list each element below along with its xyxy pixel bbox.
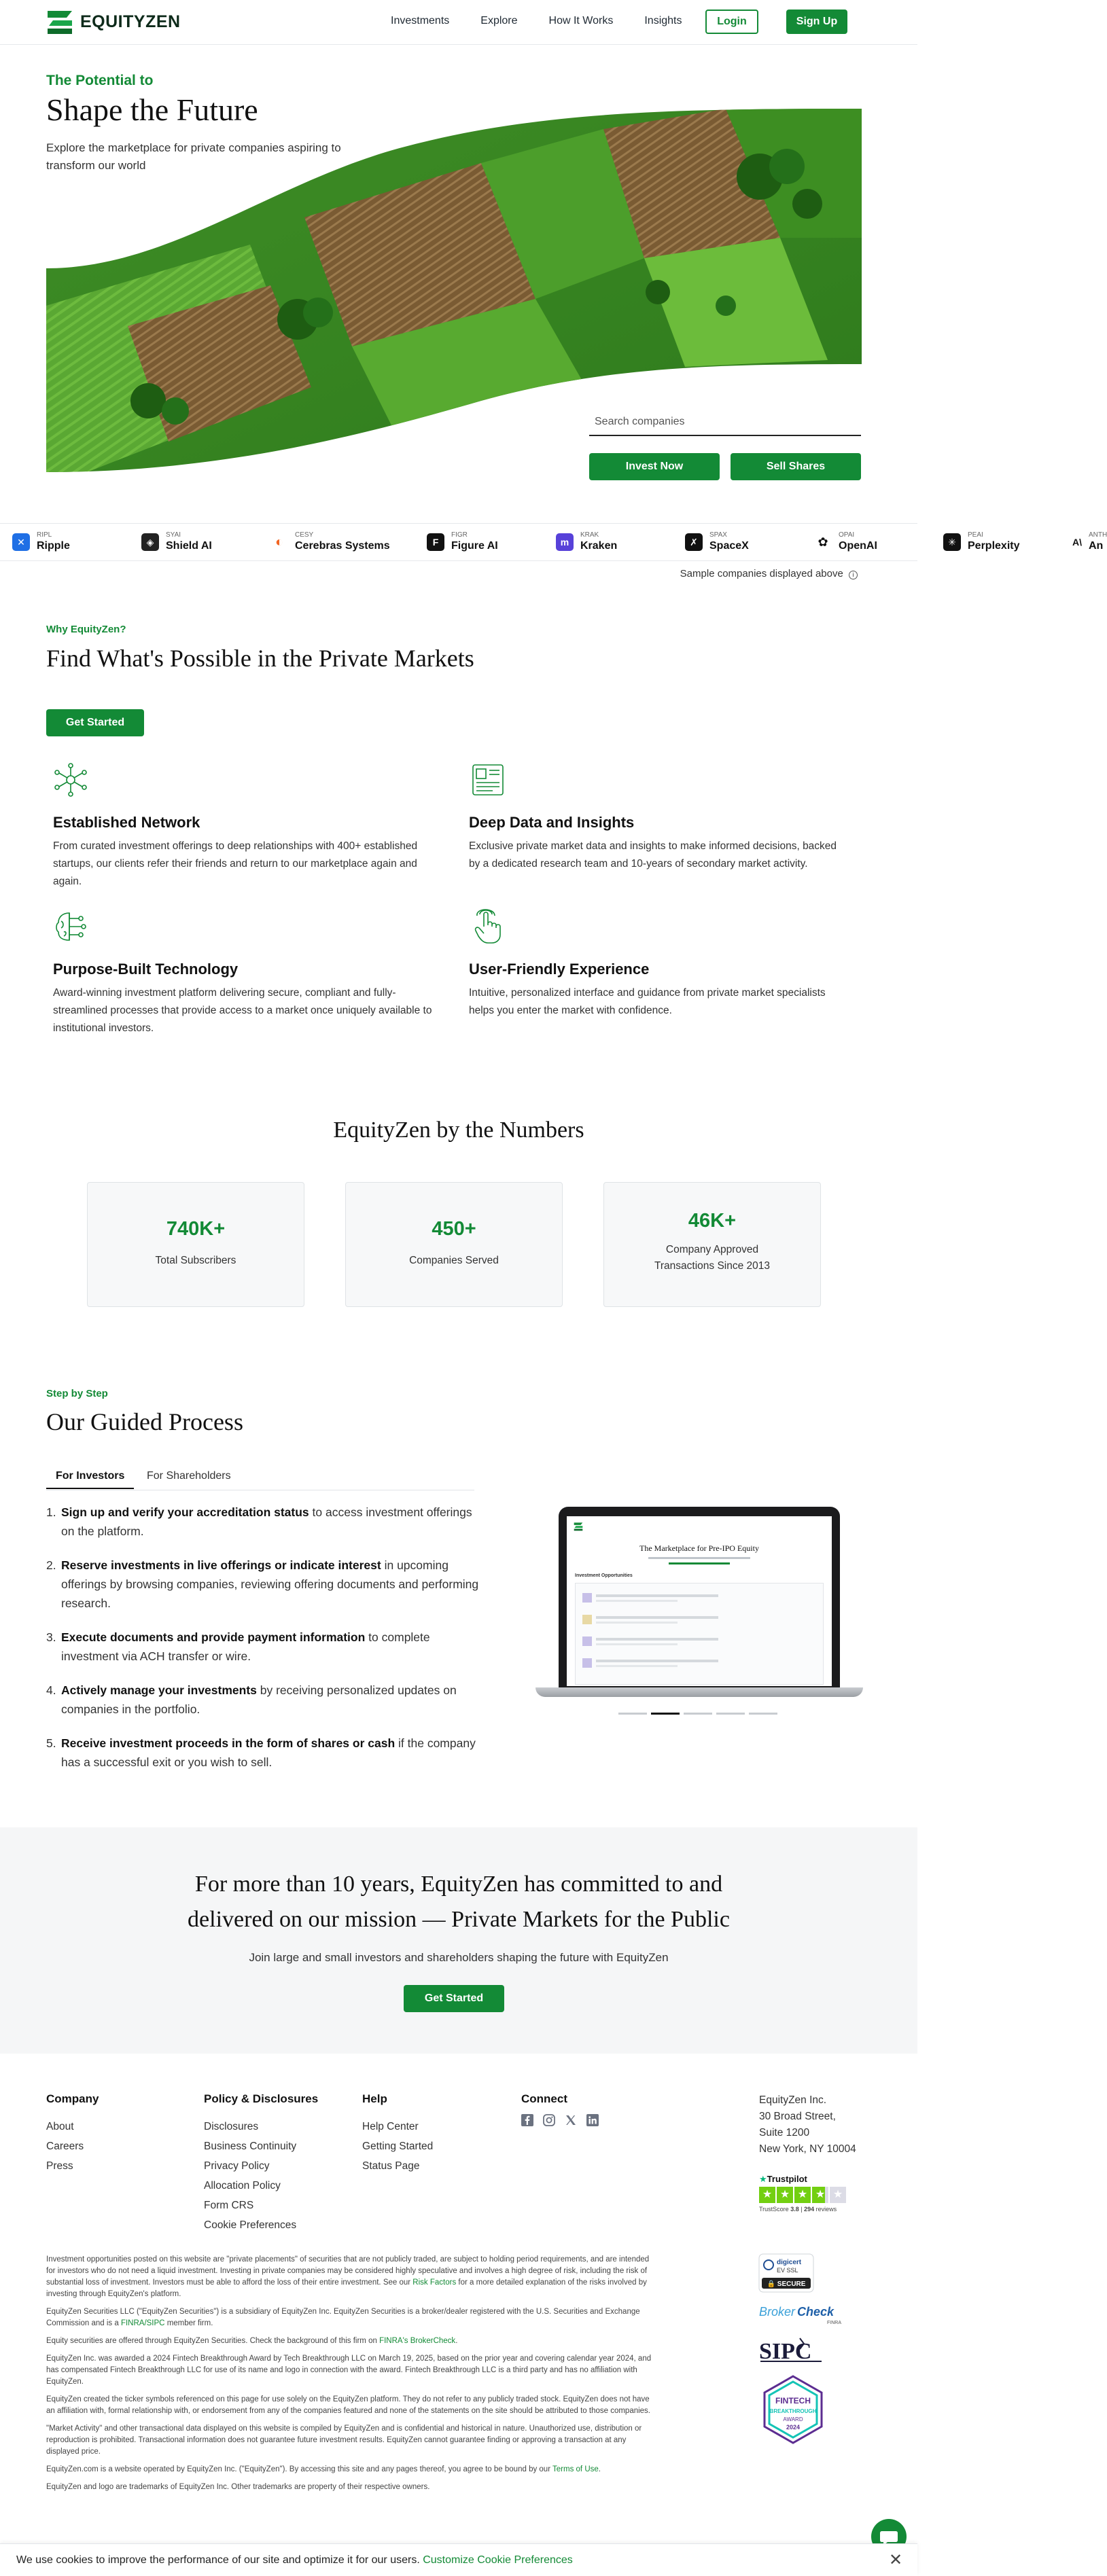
- equityzen-logo[interactable]: [46, 8, 181, 35]
- ticker-symbol: KRAK: [580, 531, 599, 539]
- hero-title: Shape the Future: [46, 92, 258, 127]
- cerebras-icon: ◐: [270, 533, 288, 551]
- ripple-icon: ✕: [12, 533, 30, 551]
- anthropic-icon: A\: [1072, 533, 1082, 551]
- stat-card: [603, 1182, 821, 1307]
- ticker-item[interactable]: [129, 531, 258, 553]
- screen-text-line: [648, 1557, 750, 1559]
- trustpilot-logo: ★Trustpilot: [759, 2174, 807, 2184]
- kraken-icon: m: [556, 533, 574, 551]
- main-nav: [391, 15, 682, 27]
- process-kicker: Step by Step: [46, 1388, 108, 1399]
- step-bold: Actively manage your investments: [61, 1683, 257, 1697]
- legal-paragraph: EquityZen Inc. was awarded a 2024 Fintech Breakthrough Award by Tech Breakthrough LLC on March 19, 2025, based on the prior year and covering calendar year 2024, and has compensated Fintech Breakthrough LLC for use of its name and logo in connection with the award. Fintech Breakthrough LLC is a third party and has no affiliation with EquityZen.: [46, 2355, 652, 2386]
- social-icons: [521, 2114, 599, 2126]
- trustpilot-stars: [759, 2187, 854, 2203]
- footer-link-business-continuity[interactable]: Business Continuity: [204, 2141, 297, 2152]
- ticker-name: SpaceX: [709, 540, 749, 552]
- svg-text:FINTECH: FINTECH: [775, 2396, 811, 2405]
- sell-shares-button[interactable]: Sell Shares: [731, 453, 861, 480]
- stat-card: [87, 1182, 304, 1307]
- address-line: 30 Broad Street,: [759, 2111, 836, 2122]
- why-kicker: Why EquityZen?: [46, 624, 126, 635]
- fintech-award-badge[interactable]: [759, 2375, 827, 2446]
- shield-ai-icon: ◈: [141, 533, 159, 551]
- laptop-base: [535, 1687, 863, 1697]
- star-icon: ★: [777, 2187, 793, 2203]
- nav-how-it-works[interactable]: How It Works: [548, 15, 614, 26]
- footer-help-title: Help: [362, 2092, 387, 2105]
- stat-card: [345, 1182, 563, 1307]
- hero-kicker: The Potential to: [46, 73, 154, 88]
- step-bold: Reserve investments in live offerings or indicate interest: [61, 1558, 381, 1572]
- laptop-screen-content: [567, 1516, 832, 1686]
- svg-text:Broker: Broker: [759, 2305, 796, 2319]
- footer-connect-title: Connect: [521, 2092, 567, 2105]
- network-icon: [52, 761, 90, 799]
- get-started-button[interactable]: Get Started: [46, 709, 144, 736]
- footer-company-links: [46, 2117, 84, 2176]
- footer-help-links: [362, 2117, 433, 2176]
- ticker-name: Figure AI: [451, 540, 498, 552]
- svg-text:AWARD: AWARD: [783, 2416, 803, 2422]
- stat-value: 450+: [432, 1218, 476, 1240]
- stat-label: Company Approved Transactions Since 2013: [654, 1244, 771, 1272]
- list-item: 1. Sign up and verify your accreditation status to access investment offerings on the platform.: [46, 1505, 472, 1538]
- score-value: 3.8: [790, 2206, 799, 2213]
- feature-title: Purpose-Built Technology: [53, 961, 239, 978]
- ticker-name: OpenAI: [839, 540, 877, 552]
- hand-pointer-icon: [469, 908, 507, 946]
- ticker-name: An: [1089, 540, 1104, 552]
- search-companies-input[interactable]: Search companies: [589, 408, 861, 436]
- ticker-name: Shield AI: [166, 540, 212, 552]
- brokercheck-badge[interactable]: [759, 2301, 841, 2328]
- ticker-item[interactable]: [931, 531, 1060, 553]
- stat-value: 740K+: [166, 1218, 226, 1240]
- step-text: in upcoming offerings by browsing companies, reviewing offering documents and performing research.: [61, 1558, 479, 1610]
- ticker-item[interactable]: [415, 531, 544, 553]
- footer-policy-title: Policy & Disclosures: [204, 2092, 319, 2105]
- list-item: 2. Reserve investments in live offerings or indicate interest in upcoming offerings by browsing companies, reviewing offering documents and performing research.: [46, 1558, 479, 1610]
- legal-paragraph: EquityZen.com is a website operated by EquityZen Inc. ("EquityZen"). By accessing this site and any pages thereof, you agree to be bound by our Terms of Use.: [46, 2465, 601, 2473]
- ticker-symbol: RIPL: [37, 531, 52, 539]
- svg-text:SIPC: SIPC: [759, 2339, 812, 2364]
- address-line: New York, NY 10004: [759, 2143, 856, 2155]
- step-bold: Sign up and verify your accreditation status: [61, 1505, 309, 1519]
- figure-ai-icon: F: [427, 533, 444, 551]
- spacex-icon: ✗: [685, 533, 703, 551]
- carousel-dot-active[interactable]: [651, 1713, 680, 1715]
- list-item: 3. Execute documents and provide payment information to complete investment via ACH transfer or wire.: [46, 1630, 430, 1663]
- carousel-dot[interactable]: [749, 1713, 777, 1715]
- cookie-banner: [0, 2543, 917, 2576]
- legal-text: EquityZen.com is a website operated by EquityZen Inc. ("EquityZen"). By accessing this site and any pages thereof, you agree to be bound by our: [46, 2465, 551, 2473]
- ticker-item[interactable]: [544, 531, 673, 553]
- legal-text: EquityZen Securities LLC ("EquityZen Securities") is a subsidiary of EquityZen Inc. EquityZen Securities is a broker/dealer registered with the U.S. Securities and Exchange Commission and is a: [46, 2308, 640, 2327]
- step-text: if the company has a successful exit or you wish to sell.: [61, 1736, 476, 1769]
- tab-for-shareholders[interactable]: For Shareholders: [147, 1470, 231, 1482]
- screen-link-line: [669, 1562, 730, 1564]
- svg-text:digicert: digicert: [777, 2259, 802, 2266]
- screen-table: [575, 1583, 824, 1685]
- step-bold: Receive investment proceeds in the form of shares or cash: [61, 1736, 396, 1750]
- address-line: Suite 1200: [759, 2127, 810, 2139]
- carousel-dot[interactable]: [716, 1713, 745, 1715]
- nav-insights[interactable]: Insights: [644, 15, 682, 26]
- technology-brain-icon: [52, 908, 90, 946]
- finra-sipc-link[interactable]: FINRA/SIPC: [120, 2319, 165, 2327]
- legal-text: for a more detailed explanation of the risks involved by investing through EquityZen's platform.: [46, 2278, 647, 2298]
- info-icon[interactable]: i: [849, 571, 858, 579]
- nav-investments[interactable]: Investments: [391, 15, 450, 26]
- get-started-button[interactable]: Get Started: [404, 1985, 504, 2012]
- ticker-item[interactable]: [0, 531, 129, 553]
- ticker-note-text: Sample companies displayed above: [680, 568, 843, 579]
- feature-title: Established Network: [53, 814, 200, 831]
- svg-text:Check: Check: [797, 2305, 834, 2319]
- ticker-symbol: OPAI: [839, 531, 855, 539]
- footer-link-disclosures[interactable]: Disclosures: [204, 2121, 259, 2132]
- process-steps: [46, 1503, 481, 1787]
- trustpilot-brand: Trustpilot: [767, 2174, 807, 2184]
- invest-now-button[interactable]: Invest Now: [589, 453, 720, 480]
- equityzen-logo-icon: [46, 8, 73, 35]
- process-title: Our Guided Process: [46, 1408, 243, 1435]
- screen-title: The Marketplace for Pre-IPO Equity: [639, 1543, 759, 1553]
- step-text: by receiving personalized updates on companies in the portfolio.: [61, 1683, 457, 1716]
- ticker-name: Kraken: [580, 540, 618, 552]
- login-button[interactable]: Login: [705, 10, 758, 34]
- brand-name: EQUITYZEN: [80, 12, 181, 31]
- laptop-mockup: [559, 1507, 840, 1687]
- ticker-item[interactable]: [802, 531, 931, 553]
- legal-disclosures: [46, 2254, 658, 2499]
- close-icon[interactable]: ✕: [888, 2551, 903, 2569]
- feature-body: Award-winning investment platform delivering secure, compliant and fully-streamlined processes that provide access to a market once uniquely available to institutional investors.: [53, 987, 432, 1034]
- carousel-dots: [618, 1713, 777, 1715]
- why-title: Find What's Possible in the Private Markets: [46, 645, 474, 672]
- mission-title-line: delivered on our mission — Private Markets for the Public: [188, 1907, 730, 1932]
- legal-paragraph: "Market Activity" and other transactional data displayed on this website is compiled by EquityZen and is confidential and historical in nature. Unauthorized use, distribution or reproduction is prohibited. Transactional information does not guarantee future investment results. EquityZen cannot guarantee finding or approving a transaction at any displayed price.: [46, 2425, 642, 2456]
- step-text: to complete investment via ACH transfer or wire.: [61, 1630, 430, 1663]
- footer-company-title: Company: [46, 2092, 99, 2105]
- list-item: 4. Actively manage your investments by receiving personalized updates on companies in the portfolio.: [46, 1683, 457, 1716]
- stat-label: Companies Served: [409, 1255, 499, 1266]
- legal-text: member firm.: [166, 2319, 213, 2327]
- feature-body: Exclusive private market data and insights to make informed decisions, backed by a dedicated research team and 10-years of secondary market activity.: [469, 840, 837, 870]
- brokercheck-link[interactable]: FINRA's BrokerCheck: [379, 2337, 456, 2345]
- feature-title: Deep Data and Insights: [469, 814, 635, 831]
- ticker-symbol: PEAI: [968, 531, 983, 539]
- tab-for-investors[interactable]: For Investors: [46, 1470, 134, 1489]
- cookie-text: [16, 2554, 573, 2566]
- carousel-dot[interactable]: [684, 1713, 712, 1715]
- feature-body: From curated investment offerings to deep relationships with 400+ established startups, our clients refer their friends and return to our marketplace again and again.: [53, 840, 418, 887]
- signup-button[interactable]: Sign Up: [786, 10, 847, 34]
- company-ticker: [0, 523, 1107, 561]
- cookie-preferences-link[interactable]: Customize Cookie Preferences: [423, 2554, 573, 2566]
- ticker-symbol: ANTH: [1089, 531, 1107, 539]
- feature-title: User-Friendly Experience: [469, 961, 650, 978]
- footer-link-form-crs[interactable]: Form CRS: [204, 2200, 254, 2211]
- footer-link-cookie-preferences[interactable]: Cookie Preferences: [204, 2219, 297, 2231]
- ticker-symbol: SPAX: [709, 531, 727, 539]
- digicert-badge[interactable]: [759, 2254, 813, 2292]
- terms-of-use-link[interactable]: Terms of Use: [552, 2465, 599, 2473]
- instagram-icon[interactable]: [543, 2114, 555, 2126]
- footer-address: [759, 2092, 856, 2158]
- facebook-icon[interactable]: [521, 2114, 533, 2126]
- ticker-name: Perplexity: [968, 540, 1020, 552]
- equityzen-logo-icon: [574, 1522, 583, 1531]
- ticker-item[interactable]: [1060, 531, 1107, 553]
- reviews-label: reviews: [815, 2206, 837, 2213]
- step-text: to access investment offerings on the platform.: [61, 1505, 472, 1538]
- address-line: EquityZen Inc.: [759, 2094, 827, 2106]
- mission-subtitle: Join large and small investors and shareholders shaping the future with EquityZen: [249, 1951, 669, 1964]
- mission-title-line: For more than 10 years, EquityZen has committed to and: [194, 1872, 723, 1897]
- hero-subtitle: Explore the marketplace for private companies aspiring to transform our world: [46, 141, 341, 172]
- ticker-symbol: FIGR: [451, 531, 468, 539]
- ticker-item[interactable]: [673, 531, 802, 553]
- score-label: TrustScore: [759, 2206, 789, 2213]
- perplexity-icon: ✳: [943, 533, 961, 551]
- svg-text:FINRA: FINRA: [827, 2321, 841, 2325]
- step-bold: Execute documents and provide payment information: [61, 1630, 366, 1644]
- x-icon[interactable]: [565, 2114, 577, 2126]
- legal-text: Equity securities are offered through EquityZen Securities. Check the background of this firm on: [46, 2337, 377, 2345]
- trustpilot-badge[interactable]: [759, 2174, 854, 2213]
- svg-text:BREAKTHROUGH: BREAKTHROUGH: [769, 2408, 817, 2414]
- svg-text:🔒 SECURE: 🔒 SECURE: [767, 2280, 806, 2288]
- cookie-message: We use cookies to improve the performance of our site and optimize it for our users.: [16, 2554, 420, 2566]
- footer-link-allocation-policy[interactable]: Allocation Policy: [204, 2180, 281, 2192]
- ticker-note: [680, 568, 858, 579]
- ticker-name: Cerebras Systems: [295, 540, 390, 552]
- star-icon: ★: [812, 2187, 828, 2203]
- star-icon: ★: [794, 2187, 811, 2203]
- svg-text:2024: 2024: [786, 2424, 801, 2431]
- openai-icon: ✿: [814, 533, 832, 551]
- footer-link-getting-started[interactable]: Getting Started: [362, 2141, 434, 2152]
- risk-factors-link[interactable]: Risk Factors: [412, 2278, 457, 2287]
- legal-paragraph: EquityZen created the ticker symbols referenced on this page for use solely on the EquityZen platform. They do not refer to any publicly traded stock. EquityZen does not have an affiliation with, formal relationship with, or endorsement from any of the companies featured and none of the statements on the site should be attributed to those companies.: [46, 2395, 651, 2415]
- legal-paragraph: EquityZen and logo are trademarks of EquityZen Inc. Other trademarks are property of their respective owners.: [46, 2483, 430, 2491]
- nav-explore[interactable]: Explore: [480, 15, 518, 26]
- stat-value: 46K+: [688, 1210, 737, 1232]
- footer-link-careers[interactable]: Careers: [46, 2141, 84, 2152]
- feature-body: Intuitive, personalized interface and guidance from private market specialists helps you enter the market with confidence.: [469, 987, 826, 1016]
- legal-paragraph: [46, 2306, 658, 2329]
- screen-section-title: Investment Opportunities: [575, 1573, 633, 1578]
- data-insights-icon: [469, 761, 507, 799]
- ticker-item[interactable]: [258, 531, 415, 553]
- ticker-name: Ripple: [37, 540, 70, 552]
- footer-link-status-page[interactable]: Status Page: [362, 2160, 420, 2172]
- ticker-symbol: SYAI: [166, 531, 181, 539]
- footer-link-press[interactable]: Press: [46, 2160, 73, 2172]
- legal-text: Investment opportunities posted on this website are "private placements" of securities that are not publicly traded, are subject to holding period requirements, and are intended for investors who do not need a liquid investment. Investing in private companies may be considered highly speculative and involves a high degree of risk, including the risk of substantial loss of investment. Investors must be able to afford the loss of their entire investment. See our: [46, 2255, 650, 2287]
- footer-link-help-center[interactable]: Help Center: [362, 2121, 419, 2132]
- review-count: 294: [804, 2206, 815, 2213]
- star-icon: ★: [830, 2187, 846, 2203]
- site-header: [0, 0, 917, 45]
- numbers-title: EquityZen by the Numbers: [333, 1117, 584, 1143]
- legal-paragraph: [46, 2254, 658, 2300]
- footer-policy-links: [204, 2117, 296, 2235]
- stat-label: Total Subscribers: [155, 1255, 236, 1266]
- footer-link-privacy-policy[interactable]: Privacy Policy: [204, 2160, 270, 2172]
- mission-section: [0, 1827, 917, 2054]
- svg-text:EV SSL: EV SSL: [777, 2267, 798, 2274]
- mission-title: [0, 1867, 917, 1937]
- linkedin-icon[interactable]: [586, 2114, 599, 2126]
- carousel-dot[interactable]: [618, 1713, 647, 1715]
- sipc-badge[interactable]: [759, 2334, 827, 2367]
- trustpilot-score: TrustScore 3.8 | 294 reviews: [759, 2206, 837, 2213]
- ticker-symbol: CESY: [295, 531, 314, 539]
- list-item: 5. Receive investment proceeds in the form of shares or cash if the company has a successful exit or you wish to sell.: [46, 1736, 476, 1769]
- legal-paragraph: Equity securities are offered through EquityZen Securities. Check the background of this firm on FINRA's BrokerCheck.: [46, 2337, 458, 2345]
- footer-link-about[interactable]: About: [46, 2121, 74, 2132]
- star-icon: ★: [759, 2187, 775, 2203]
